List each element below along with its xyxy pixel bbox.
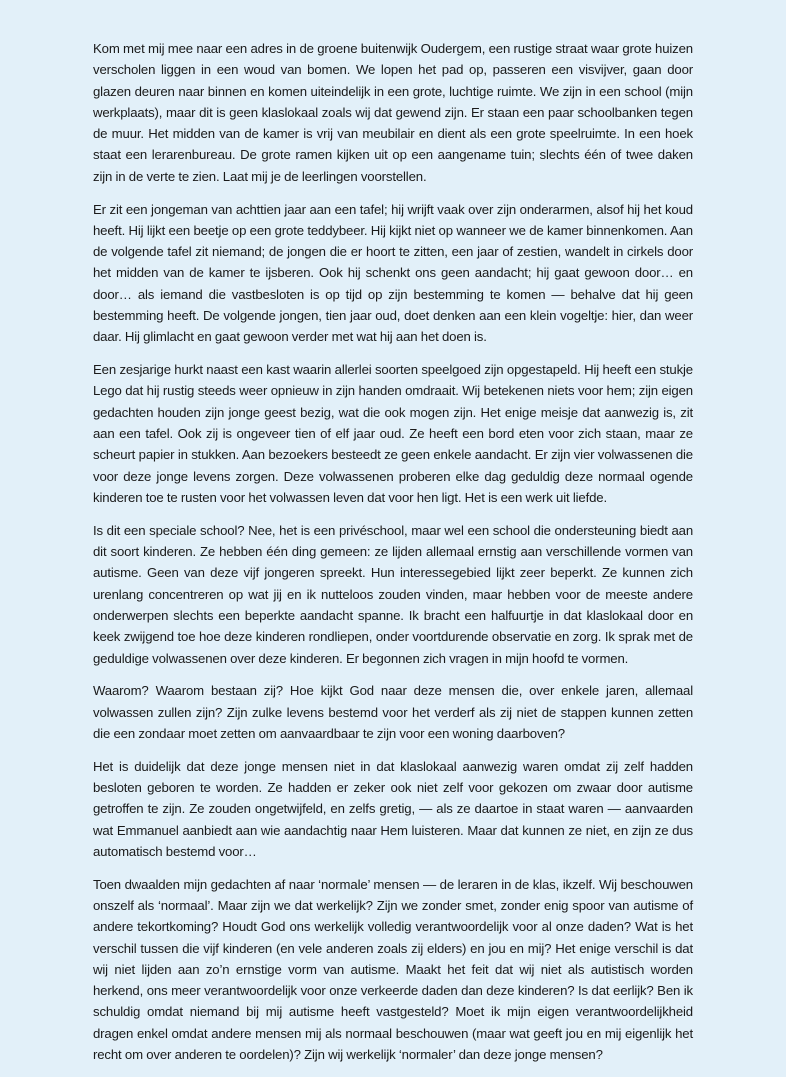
paragraph-intro-visit: Kom met mij mee naar een adres in de groene buitenwijk Oudergem, een rustige straat waar grote huizen verscholen liggen in een woud van bomen. We lopen het pad op, passeren een visvijver, gaan door glazen deuren naar binnen en komen uiteindelijk in een grote, luchtige ruimte. We zijn in een school (mijn werkplaats), maar dit is geen klaslokaal zoals wij dat gewend zijn. Er staan een paar schoolbanken tegen de muur. Het midden van de kamer is vrij van meubilair en dient als een grote speelruimte. In een hoek staat een lerarenbureau. De grote ramen kijken uit op een aangename tuin; slechts één of twee daken zijn in de verte te zien. Laat mij je de leerlingen voorstellen. — [93, 41, 693, 184]
paragraph-not-their-choice: Het is duidelijk dat deze jonge mensen niet in dat klaslokaal aanwezig waren omdat zij zelf hadden besloten geboren te worden. Ze hadden er zeker ook niet zelf voor gekozen om zwaar door autisme getroffen te zijn. Ze zouden ongetwijfeld, en zelfs gretig, — als ze daartoe in staat waren — aanvaarden wat Emmanuel aanbiedt aan wie aandachtig naar Hem luisteren. Maar dat kunnen ze niet, en zijn ze dus automatisch bestemd voor… — [93, 758, 693, 859]
paragraph-why-questions: Waarom? Waarom bestaan zij? Hoe kijkt God naar deze mensen die, over enkele jaren, allemaal volwassen zullen zijn? Zijn zulke levens bestemd voor het verderf als zij niet de stappen kunnen zetten die een zondaar moet zetten om aanvaardbaar te zijn voor een woning daarboven? — [93, 683, 693, 741]
paragraph-students-girl-adults: Een zesjarige hurkt naast een kast waarin allerlei soorten speelgoed zijn opgestapeld. Hij heeft een stukje Lego dat hij rustig steeds weer opnieuw in zijn handen omdraait. Wij betekenen niets voor hem; zijn eigen gedachten houden zijn jonge geest bezig, wat die ook mogen zijn. Het enige meisje dat aanwezig is, zit aan een tafel. Ook zij is ongeveer tien of elf jaar oud. Ze heeft een bord eten voor zich staan, maar ze scheurt papier in stukken. Aan bezoekers besteedt ze geen enkele aandacht. Er zijn vier volwassenen die voor deze jonge levens zorgen. Deze volwassenen proberen elke dag geduldig deze normaal ogende kinderen toe te rusten voor het volwassen leven dat voor hen ligt. Het is een werk uit liefde. — [93, 362, 693, 505]
document-body — [93, 38, 693, 1077]
paragraph-special-school: Is dit een speciale school? Nee, het is een privéschool, maar wel een school die ondersteuning biedt aan dit soort kinderen. Ze hebben één ding gemeen: ze lijden allemaal ernstig aan verschillende vormen van autisme. Geen van deze vijf jongeren spreekt. Hun interessegebied lijkt zeer beperkt. Ze kunnen zich urenlang concentreren op wat jij en ik nutteloos zouden vinden, maar hebben voor de meeste andere onderwerpen slechts een beperkte aandacht spanne. Ik bracht een halfuurtje in dat klaslokaal door en keek zwijgend toe hoe deze kinderen rondliepen, onder voortdurende observatie en zorg. Ik sprak met de geduldige volwassenen over deze kinderen. Er begonnen zich vragen in mijn hoofd te vormen. — [93, 522, 693, 666]
paragraph-normal-people: Toen dwaalden mijn gedachten af naar ‘normale’ mensen — de leraren in de klas, ikzelf. Wij beschouwen onszelf als ‘normaal’. Maar zijn we dat werkelijk? Zijn we zonder smet, zonder enig spoor van autisme of andere tekortkoming? Houdt God ons werkelijk volledig verantwoordelijk voor al onze daden? Wat is het verschil tussen die vijf kinderen (en vele anderen zoals zij elders) en jou en mij? Het enige verschil is dat wij niet lijden aan zo’n ernstige vorm van autisme. Maakt het feit dat wij niet als autistisch worden herkend, ons meer verantwoordelijk voor onze verkeerde daden dan deze kinderen? Is dat eerlijk? Ben ik schuldig omdat niemand bij mij autisme heeft vastgesteld? Moet ik mijn eigen verantwoordelijkheid dragen enkel omdat andere mensen mij als normaal beschouwen (maar wat geeft jou en mij eigenlijk het recht om over anderen te oordelen)? Zijn wij werkelijk ‘normaler’ dan deze jonge mensen? — [93, 876, 693, 1063]
paragraph-students-boys: Er zit een jongeman van achttien jaar aan een tafel; hij wrijft vaak over zijn onderarmen, alsof hij het koud heeft. Hij lijkt een beetje op een grote teddybeer. Hij kijkt niet op wanneer we de kamer binnenkomen. Aan de volgende tafel zit niemand; de jongen die er hoort te zitten, een jaar of zestien, wandelt in cirkels door het midden van de kamer te ijsberen. Ook hij schenkt ons geen aandacht; hij gaat gewoon door… en door… als iemand die vastbesloten is op tijd op zijn bestemming te komen — behalve dat hij geen bestemming heeft. De volgende jongen, tien jaar oud, doet denken aan een klein vogeltje: hier, dan weer daar. Hij glimlacht en gaat gewoon verder met wat hij aan het doen is. — [93, 201, 693, 345]
